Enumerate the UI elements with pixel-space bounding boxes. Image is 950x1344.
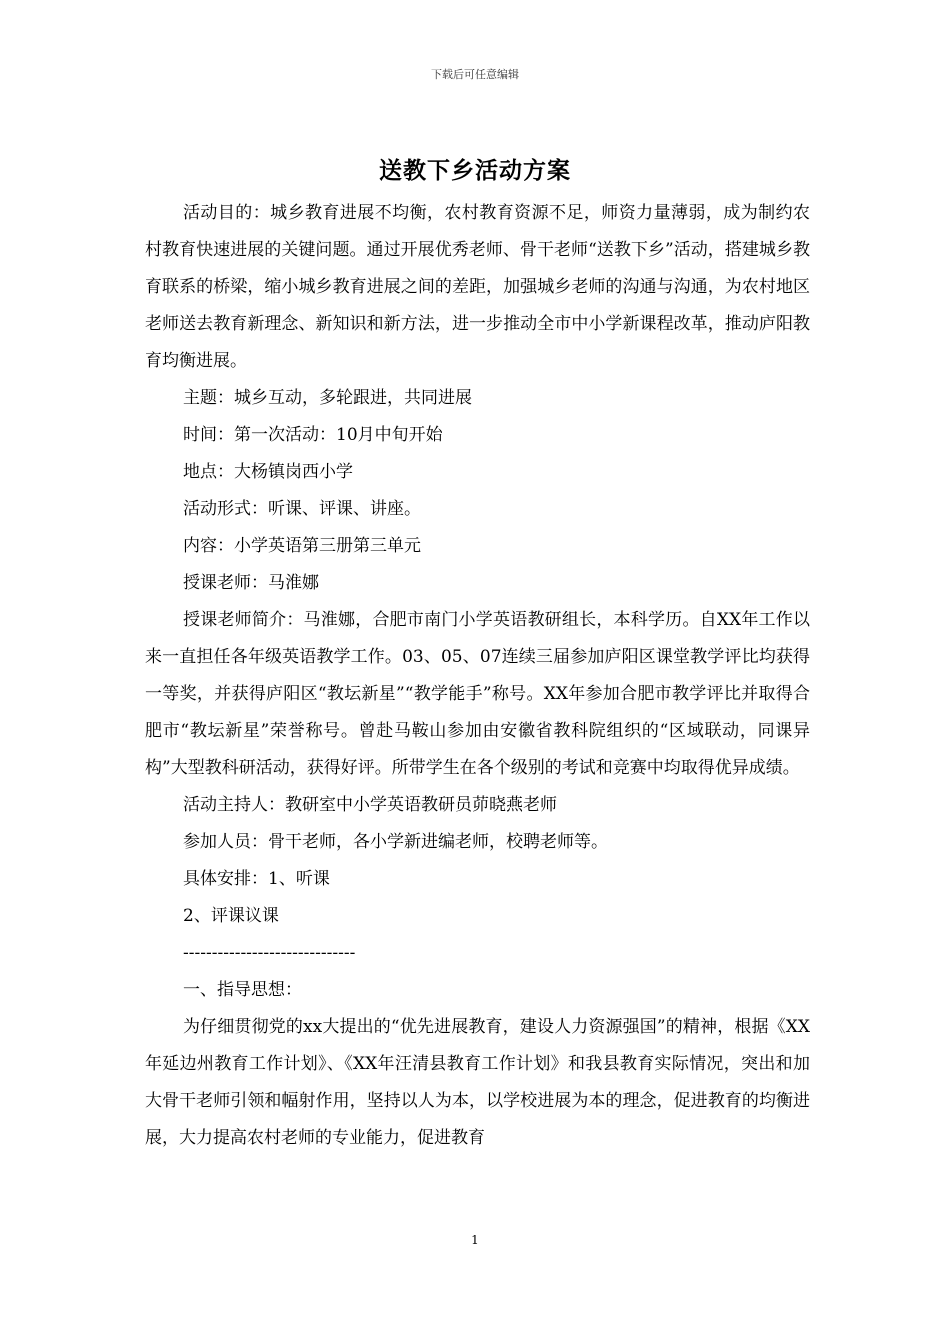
document-title: 送教下乡活动方案 <box>379 157 571 184</box>
paragraph-format: 活动形式：听课、评课、讲座。 <box>183 499 421 519</box>
paragraph-guiding-ideology: 为仔细贯彻党的xx大提出的“优先进展教育，建设人力资源强国”的精神，根据《XX年延边州教育工作计划》、《XX年汪清县教育工作计划》和我县教育实际情况，突出和加大骨干老师引领和幅射作用，坚持以人为本，以学校进展为本的理念，促进教育的均衡进展，大力提高农村老师的专业能力，促进教育 <box>145 1017 810 1148</box>
paragraph-participants: 参加人员：骨干老师，各小学新进编老师，校聘老师等。 <box>183 832 608 852</box>
page-number: 1 <box>471 1233 479 1247</box>
separator-line: ------------------------------ <box>183 943 356 963</box>
paragraph-theme: 主题：城乡互动，多轮跟进，共同进展 <box>183 388 472 408</box>
paragraph-purpose: 活动目的：城乡教育进展不均衡，农村教育资源不足，师资力量薄弱，成为制约农村教育快速进展的关键问题。通过开展优秀老师、骨干老师“送教下乡”活动，搭建城乡教育联系的桥梁，缩小城乡教育进展之间的差距，加强城乡老师的沟通与沟通，为农村地区老师送去教育新理念、新知识和新方法，进一步推动全市中小学新课程改革，推动庐阳教育均衡进展。 <box>145 203 810 371</box>
paragraph-schedule-item-2: 2、评课议课 <box>183 906 279 926</box>
paragraph-location: 地点：大杨镇岗西小学 <box>183 462 353 482</box>
paragraph-teacher-bio: 授课老师简介：马淮娜，合肥市南门小学英语教研组长，本科学历。自XX年工作以来一直担任各年级英语教学工作。03、05、07连续三届参加庐阳区课堂教学评比均获得一等奖，并获得庐阳区“教坛新星”“教学能手”称号。XX年参加合肥市教学评比并取得合肥市“教坛新星”荣誉称号。曾赴马鞍山参加由安徽省教科院组织的“区域联动，同课异构”大型教科研活动，获得好评。所带学生在各个级别的考试和竞赛中均取得优异成绩。 <box>145 610 810 778</box>
paragraph-time: 时间：第一次活动：10月中旬开始 <box>183 425 443 445</box>
section-heading-guiding-ideology: 一、指导思想： <box>183 980 302 1000</box>
paragraph-host: 活动主持人：教研室中小学英语教研员茆晓燕老师 <box>183 795 557 815</box>
document-body <box>145 195 810 1157</box>
paragraph-content: 内容：小学英语第三册第三单元 <box>183 536 421 556</box>
paragraph-schedule: 具体安排：1、听课 <box>183 869 330 889</box>
header-note: 下载后可任意编辑 <box>431 68 519 81</box>
paragraph-teacher: 授课老师：马淮娜 <box>183 573 319 593</box>
